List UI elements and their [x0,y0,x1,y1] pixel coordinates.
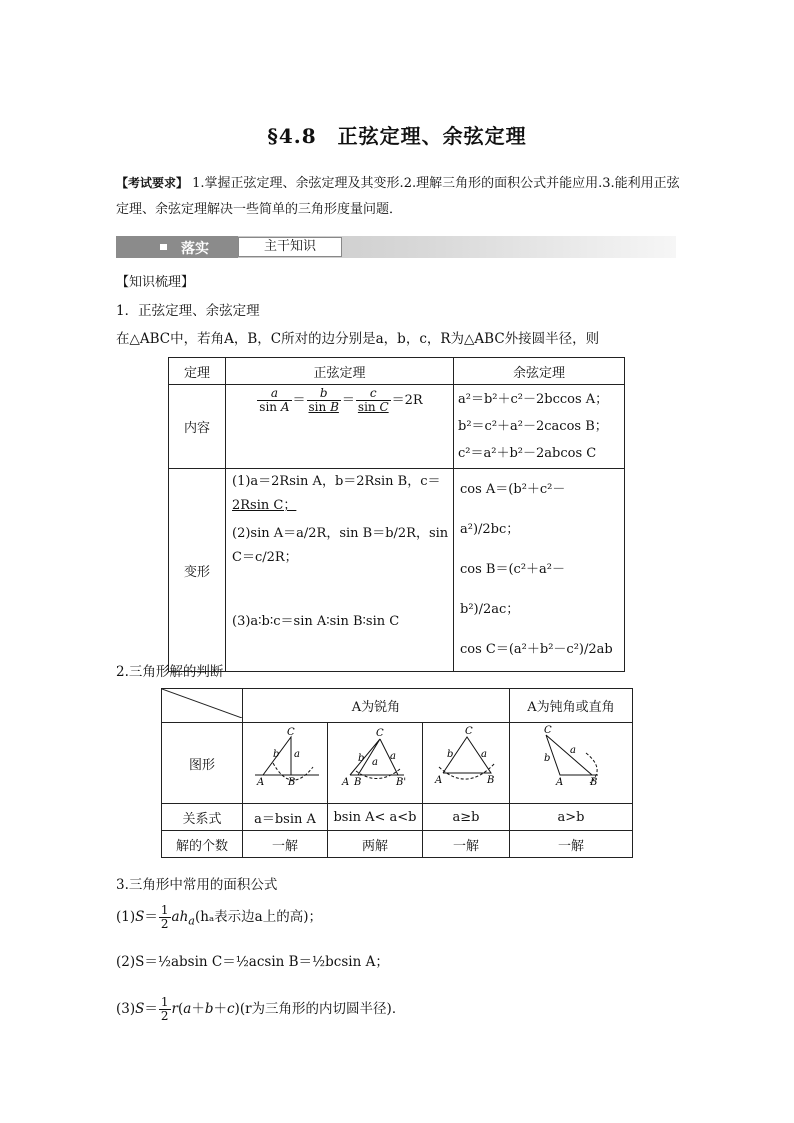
sine-transform-1a: (1)a＝2Rsin A，b＝2Rsin B，c＝ [232,474,441,489]
area-formula-2: (2)S＝½absin C＝½acsin B＝½bcsin A； [116,954,389,970]
svg-text:a: a [390,751,396,762]
row-content-label: 内容 [169,385,226,469]
solution-table [161,688,633,858]
count-4: 一解 [510,831,633,858]
relation-4: a>b [510,804,633,831]
banner-right: 主干知识 [238,237,342,257]
diagonal-cell [162,689,243,723]
svg-text:b: b [358,753,365,764]
banner-left: 落实 [181,241,209,257]
section-banner [116,236,676,258]
header-cosine: 余弦定理 [454,358,625,385]
requirements-text: 1.掌握正弦定理、余弦定理及其变形.2.理解三角形的面积公式并能应用.3.能利用正弦定理、余弦定理解决一些简单的三角形度量问题． [116,176,680,217]
figure-a-ge-b [423,723,510,804]
requirements-label: 【考试要求】 [116,176,189,190]
sine-transform-3: (3)a∶b∶c＝sin A∶sin B∶sin C [232,614,400,629]
header-theorem: 定理 [169,358,226,385]
svg-text:a: a [294,749,300,760]
svg-text:C: C [544,725,552,736]
exam-requirements [116,170,686,223]
area-formula-3: (3)S＝ $\frac{1}{2}$ r(a＋b＋c)(r为三角形的内切圆半径)． [116,995,406,1023]
sine-transform-2: (2)sin A＝a/2R，sin B＝b/2R，sin C＝c/2R； [232,526,449,565]
svg-text:B: B [487,775,495,786]
svg-text:C: C [465,726,473,737]
svg-text:A: A [342,777,350,788]
obtuse-header: A为钝角或直角 [510,689,633,723]
figure-one-right [243,723,328,804]
sine-transform-1b: 2Rsin C； [232,498,297,513]
header-sine: 正弦定理 [226,358,454,385]
cos-transform-1: cos A＝(b²＋c²－a²)/2bc； [460,482,566,537]
svg-text:A: A [435,775,443,786]
knowledge-heading: 【知识梳理】 [116,275,195,290]
count-2: 两解 [328,831,423,858]
section1-intro: 在△ABC中，若角A，B，C所对的边分别是a，b，c，R为△ABC外接圆半径，则 [116,331,600,347]
section1-heading: 1．正弦定理、余弦定理 [116,303,260,319]
acute-header: A为锐角 [243,689,510,723]
page-title: §4.8 正弦定理、余弦定理 [267,124,527,148]
svg-text:B: B [590,777,598,788]
relation-1: a＝bsin A [243,804,328,831]
svg-text:b: b [447,749,454,760]
svg-text:C: C [376,728,384,739]
figure-label: 图形 [162,723,243,804]
count-3: 一解 [423,831,510,858]
svg-text:B': B' [396,777,407,788]
area-formula-1: (1)S＝ $\frac{1}{2}$ $ah_a(h_a$表示边a上的高)； [116,903,322,931]
cosine-law-content [454,385,625,469]
section2-heading: 2.三角形解的判断 [116,664,224,680]
sine-law-content: $\frac{a}{\text{sin A}}$ ＝ $\frac{b}{\text{sin B}}$ ＝ $\frac{c}{\text{sin C}}$ ＝2R [226,385,454,469]
row-transform-label: 变形 [169,469,226,672]
diagonal-line [162,689,242,718]
svg-text:C: C [287,727,295,738]
cosine-law-b: b²＝c²＋a²－2cacos B； [458,419,608,434]
cosine-law-c: c²＝a²＋b²－2abcos C [458,446,597,461]
svg-text:A: A [257,777,265,788]
square-bullet-icon [160,244,167,250]
cos-transform-3: cos C＝(a²＋b²－c²)/2ab [460,642,613,657]
area-formula-3-tail: (r为三角形的内切圆半径)． [239,1001,406,1017]
count-1: 一解 [243,831,328,858]
area-formula-1-tail: (hₐ表示边a上的高)； [194,909,322,925]
svg-text:b: b [273,749,280,760]
figure-two-solutions [328,723,423,804]
cos-transform-2: cos B＝(c²＋a²－b²)/2ac； [460,562,565,617]
count-label: 解的个数 [162,831,243,858]
cosine-law-a: a²＝b²＋c²－2bccos A； [458,392,609,407]
cosine-law-transforms [454,469,625,672]
svg-text:B: B [354,777,362,788]
sine-law-transforms [226,469,454,672]
svg-text:a: a [481,749,487,760]
svg-text:b: b [544,753,551,764]
svg-text:a: a [570,745,576,756]
relation-2: bsin A< a<b [328,804,423,831]
sine-law-tail: ＝2R [391,393,423,408]
figure-obtuse [510,723,633,804]
svg-text:a: a [372,757,378,768]
section3-heading: 3.三角形中常用的面积公式 [116,877,278,893]
relation-3: a≥b [423,804,510,831]
relation-label: 关系式 [162,804,243,831]
theorem-table [168,357,625,672]
svg-text:A: A [556,777,564,788]
svg-text:B: B [288,777,296,788]
